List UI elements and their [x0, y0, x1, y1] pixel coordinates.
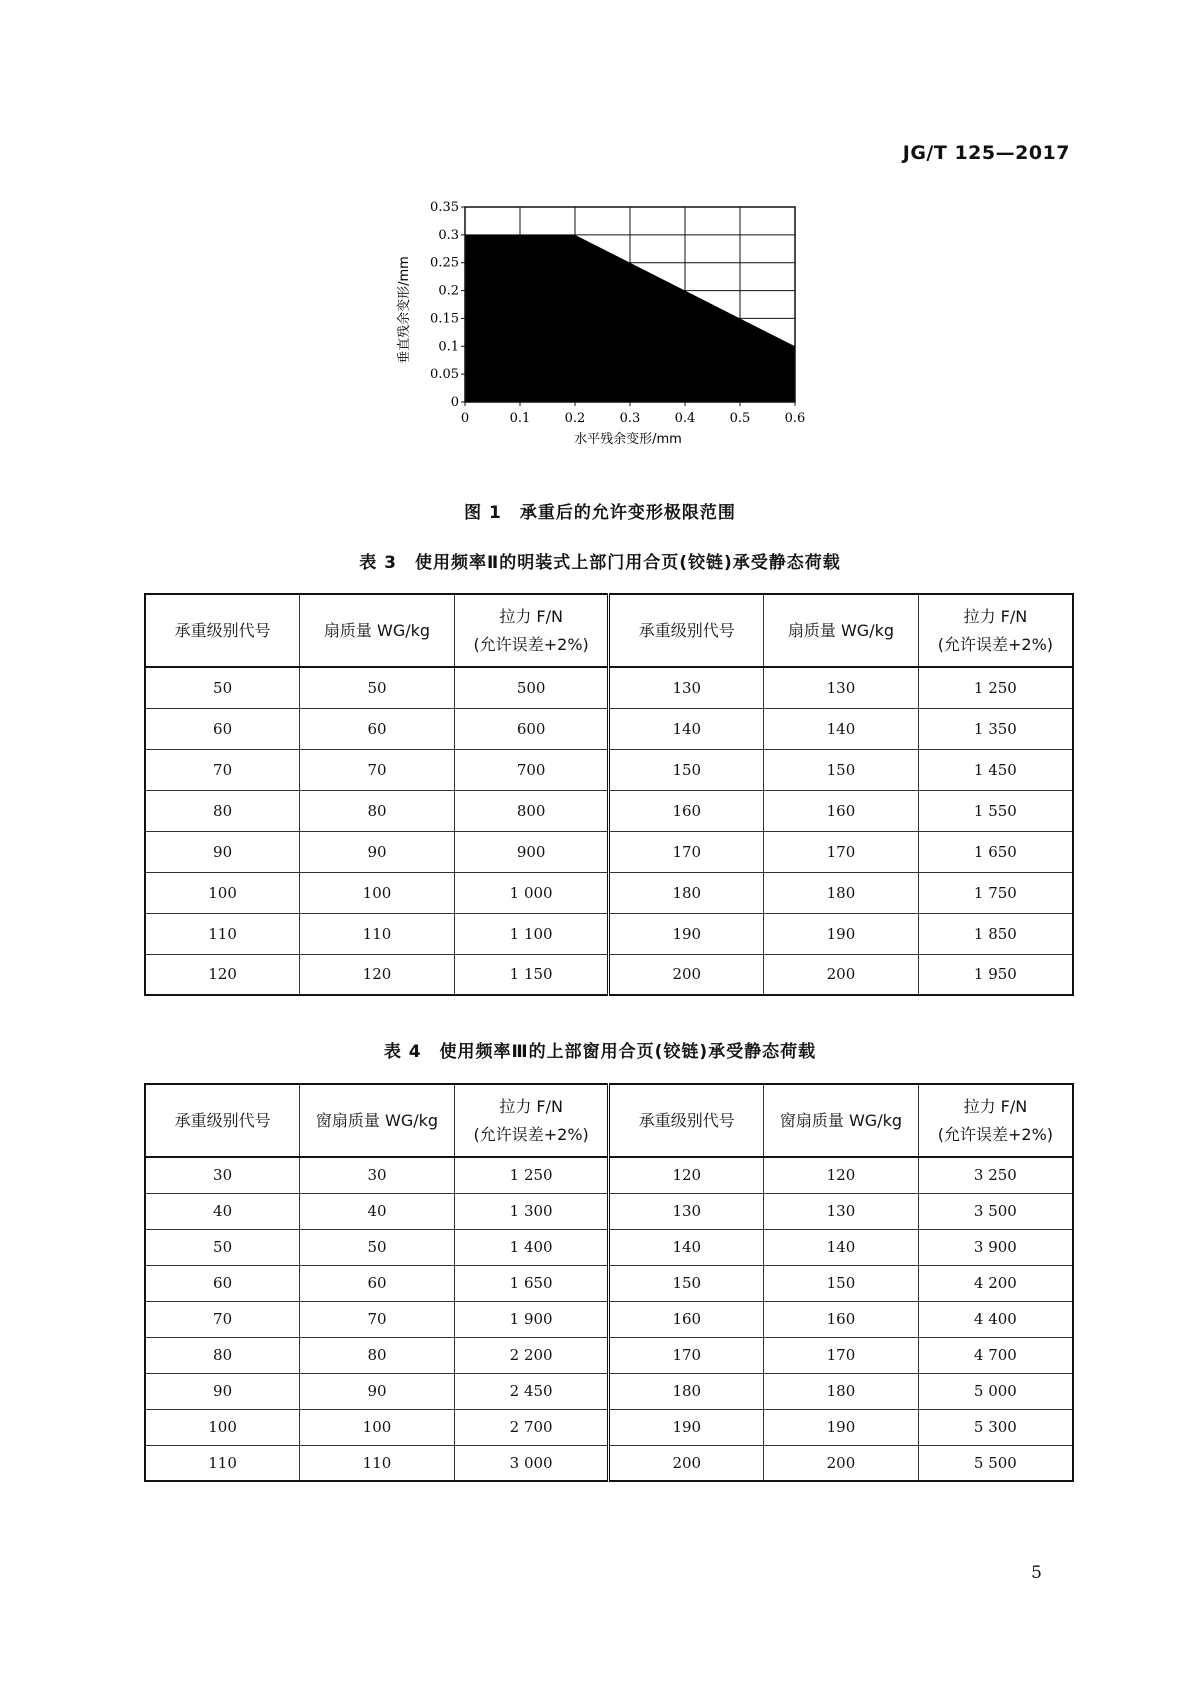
- header-pull-force: [454, 594, 609, 667]
- table-row: [145, 1337, 1073, 1373]
- table-cell: 200: [764, 1445, 919, 1481]
- header-pull-force-label: 拉力 F/N: [499, 1096, 563, 1116]
- table-cell: 110: [145, 913, 300, 954]
- table-cell: 80: [300, 1337, 455, 1373]
- table4-caption: 表 4 使用频率Ⅲ的上部窗用合页(铰链)承受静态荷载: [383, 1042, 817, 1062]
- table-cell: 110: [300, 1445, 455, 1481]
- table-cell: 170: [609, 1337, 764, 1373]
- table-cell: 80: [145, 790, 300, 831]
- header-load-class: 承重级别代号: [609, 594, 764, 667]
- table-cell: 1 300: [454, 1193, 609, 1229]
- table-cell: 5 000: [918, 1373, 1073, 1409]
- table-row: [145, 1409, 1073, 1445]
- table-cell: 2 700: [454, 1409, 609, 1445]
- table-cell: 40: [300, 1193, 455, 1229]
- table-cell: 90: [145, 831, 300, 872]
- table-row: [145, 1265, 1073, 1301]
- table-cell: 130: [764, 1193, 919, 1229]
- table-row: [145, 790, 1073, 831]
- table-cell: 1 100: [454, 913, 609, 954]
- table-cell: 110: [300, 913, 455, 954]
- table-cell: 160: [609, 790, 764, 831]
- header-pull-force: [918, 594, 1073, 667]
- table3-header-row: [145, 594, 1073, 667]
- table-cell: 130: [609, 667, 764, 708]
- y-tick-label: 0.3: [438, 227, 459, 243]
- table-cell: 500: [454, 667, 609, 708]
- table-cell: 4 400: [918, 1301, 1073, 1337]
- table-cell: 1 250: [454, 1157, 609, 1193]
- standard-code: JG/T 125—2017: [902, 142, 1070, 164]
- table-cell: 1 650: [454, 1265, 609, 1301]
- table-cell: 4 200: [918, 1265, 1073, 1301]
- table-cell: 1 350: [918, 708, 1073, 749]
- table-cell: 170: [764, 831, 919, 872]
- table-row: [145, 1229, 1073, 1265]
- table-cell: 70: [300, 1301, 455, 1337]
- table-cell: 150: [764, 1265, 919, 1301]
- table-cell: 140: [609, 1229, 764, 1265]
- table-row: [145, 1445, 1073, 1481]
- table-cell: 1 550: [918, 790, 1073, 831]
- table-cell: 60: [300, 708, 455, 749]
- table-cell: 1 900: [454, 1301, 609, 1337]
- table-cell: 800: [454, 790, 609, 831]
- y-tick-label: 0.25: [430, 255, 459, 271]
- table-cell: 4 700: [918, 1337, 1073, 1373]
- table-cell: 180: [764, 872, 919, 913]
- table-cell: 5 300: [918, 1409, 1073, 1445]
- table-cell: 1 400: [454, 1229, 609, 1265]
- header-tolerance-label: (允许误差+2%): [473, 1124, 589, 1144]
- table-cell: 150: [764, 749, 919, 790]
- x-tick-label: 0.6: [784, 411, 806, 426]
- table-cell: 600: [454, 708, 609, 749]
- table-cell: 1 850: [918, 913, 1073, 954]
- header-pull-force: [454, 1084, 609, 1157]
- table-cell: 1 000: [454, 872, 609, 913]
- x-tick-label: 0.1: [509, 411, 531, 426]
- header-tolerance-label: (允许误差+2%): [937, 1124, 1054, 1144]
- page-number: 5: [1031, 1563, 1042, 1583]
- table-cell: 70: [145, 1301, 300, 1337]
- table-cell: 140: [764, 1229, 919, 1265]
- table-cell: 3 900: [918, 1229, 1073, 1265]
- table-cell: 120: [300, 954, 455, 995]
- table-cell: 60: [145, 1265, 300, 1301]
- header-leaf-mass: 扇质量 WG/kg: [764, 594, 919, 667]
- x-axis-ticks: [461, 402, 805, 426]
- table-cell: 30: [300, 1157, 455, 1193]
- table-cell: 160: [764, 790, 919, 831]
- x-tick-label: 0.3: [619, 411, 641, 426]
- table-cell: 70: [300, 749, 455, 790]
- table-cell: 200: [764, 954, 919, 995]
- table-cell: 2 450: [454, 1373, 609, 1409]
- table-cell: 700: [454, 749, 609, 790]
- table-cell: 3 500: [918, 1193, 1073, 1229]
- table-row: [145, 667, 1073, 708]
- table-cell: 70: [145, 749, 300, 790]
- figure-caption: 图 1 承重后的允许变形极限范围: [464, 503, 736, 523]
- header-window-leaf-mass: 窗扇质量 WG/kg: [764, 1084, 919, 1157]
- table-cell: 80: [145, 1337, 300, 1373]
- header-load-class: 承重级别代号: [609, 1084, 764, 1157]
- table-cell: 200: [609, 1445, 764, 1481]
- table-cell: 130: [609, 1193, 764, 1229]
- table-row: [145, 954, 1073, 995]
- table-cell: 100: [145, 872, 300, 913]
- table-cell: 1 650: [918, 831, 1073, 872]
- x-tick-label: 0.4: [674, 411, 696, 426]
- y-tick-label: 0.2: [438, 283, 459, 299]
- table-cell: 90: [300, 1373, 455, 1409]
- y-tick-label: 0.35: [430, 200, 459, 215]
- x-tick-label: 0: [460, 411, 470, 426]
- table3: [144, 593, 1074, 996]
- table-row: [145, 872, 1073, 913]
- table-cell: 900: [454, 831, 609, 872]
- y-tick-label: 0.1: [438, 339, 459, 355]
- y-tick-label: 0.15: [430, 311, 459, 327]
- table-cell: 150: [609, 1265, 764, 1301]
- table-cell: 120: [764, 1157, 919, 1193]
- table-cell: 40: [145, 1193, 300, 1229]
- header-tolerance-label: (允许误差+2%): [473, 634, 589, 654]
- table-cell: 50: [300, 667, 455, 708]
- table-cell: 190: [609, 1409, 764, 1445]
- table4-body: [145, 1157, 1073, 1481]
- table-cell: 3 250: [918, 1157, 1073, 1193]
- y-axis-ticks: [430, 200, 465, 410]
- table-row: [145, 1373, 1073, 1409]
- y-axis-label: 垂直残余变形/mm: [397, 256, 412, 364]
- header-pull-force-label: 拉力 F/N: [963, 1096, 1028, 1116]
- table-cell: 50: [145, 667, 300, 708]
- table-cell: 50: [145, 1229, 300, 1265]
- table-cell: 80: [300, 790, 455, 831]
- table-cell: 1 750: [918, 872, 1073, 913]
- table4-header-row: [145, 1084, 1073, 1157]
- table-row: [145, 1193, 1073, 1229]
- table-cell: 150: [609, 749, 764, 790]
- table-cell: 160: [764, 1301, 919, 1337]
- table-cell: 3 000: [454, 1445, 609, 1481]
- table-cell: 90: [145, 1373, 300, 1409]
- table-cell: 190: [764, 1409, 919, 1445]
- header-load-class: 承重级别代号: [145, 1084, 300, 1157]
- table-cell: 60: [300, 1265, 455, 1301]
- table-row: [145, 1157, 1073, 1193]
- x-axis-label: 水平残余变形/mm: [574, 432, 682, 447]
- header-load-class: 承重级别代号: [145, 594, 300, 667]
- table-row: [145, 913, 1073, 954]
- table3-body: [145, 667, 1073, 995]
- table-cell: 120: [609, 1157, 764, 1193]
- table-cell: 30: [145, 1157, 300, 1193]
- table-row: [145, 749, 1073, 790]
- table-cell: 130: [764, 667, 919, 708]
- table-cell: 200: [609, 954, 764, 995]
- y-tick-label: 0.05: [430, 367, 459, 383]
- table3-caption: 表 3 使用频率Ⅱ的明装式上部门用合页(铰链)承受静态荷载: [359, 553, 841, 573]
- table-cell: 160: [609, 1301, 764, 1337]
- table-cell: 1 150: [454, 954, 609, 995]
- deformation-limit-chart: [380, 195, 820, 455]
- header-tolerance-label: (允许误差+2%): [937, 634, 1054, 654]
- table-cell: 50: [300, 1229, 455, 1265]
- table-cell: 2 200: [454, 1337, 609, 1373]
- table-row: [145, 708, 1073, 749]
- header-window-leaf-mass: 窗扇质量 WG/kg: [300, 1084, 455, 1157]
- table-cell: 190: [609, 913, 764, 954]
- table-cell: 1 950: [918, 954, 1073, 995]
- table-cell: 100: [300, 872, 455, 913]
- table-cell: 100: [300, 1409, 455, 1445]
- table-cell: 180: [764, 1373, 919, 1409]
- table-cell: 170: [609, 831, 764, 872]
- table-row: [145, 831, 1073, 872]
- table-cell: 180: [609, 1373, 764, 1409]
- table-cell: 5 500: [918, 1445, 1073, 1481]
- table-cell: 100: [145, 1409, 300, 1445]
- table-cell: 170: [764, 1337, 919, 1373]
- table-cell: 140: [609, 708, 764, 749]
- table-cell: 140: [764, 708, 919, 749]
- header-pull-force: [918, 1084, 1073, 1157]
- header-pull-force-label: 拉力 F/N: [499, 606, 563, 626]
- table-cell: 180: [609, 872, 764, 913]
- table-cell: 90: [300, 831, 455, 872]
- header-leaf-mass: 扇质量 WG/kg: [300, 594, 455, 667]
- table-row: [145, 1301, 1073, 1337]
- x-tick-label: 0.2: [564, 411, 586, 426]
- table-cell: 190: [764, 913, 919, 954]
- table-cell: 120: [145, 954, 300, 995]
- table-cell: 1 250: [918, 667, 1073, 708]
- header-pull-force-label: 拉力 F/N: [963, 606, 1028, 626]
- table4: [144, 1083, 1074, 1482]
- x-tick-label: 0.5: [729, 411, 751, 426]
- y-tick-label: 0: [450, 395, 459, 410]
- table-cell: 110: [145, 1445, 300, 1481]
- table-cell: 60: [145, 708, 300, 749]
- table-cell: 1 450: [918, 749, 1073, 790]
